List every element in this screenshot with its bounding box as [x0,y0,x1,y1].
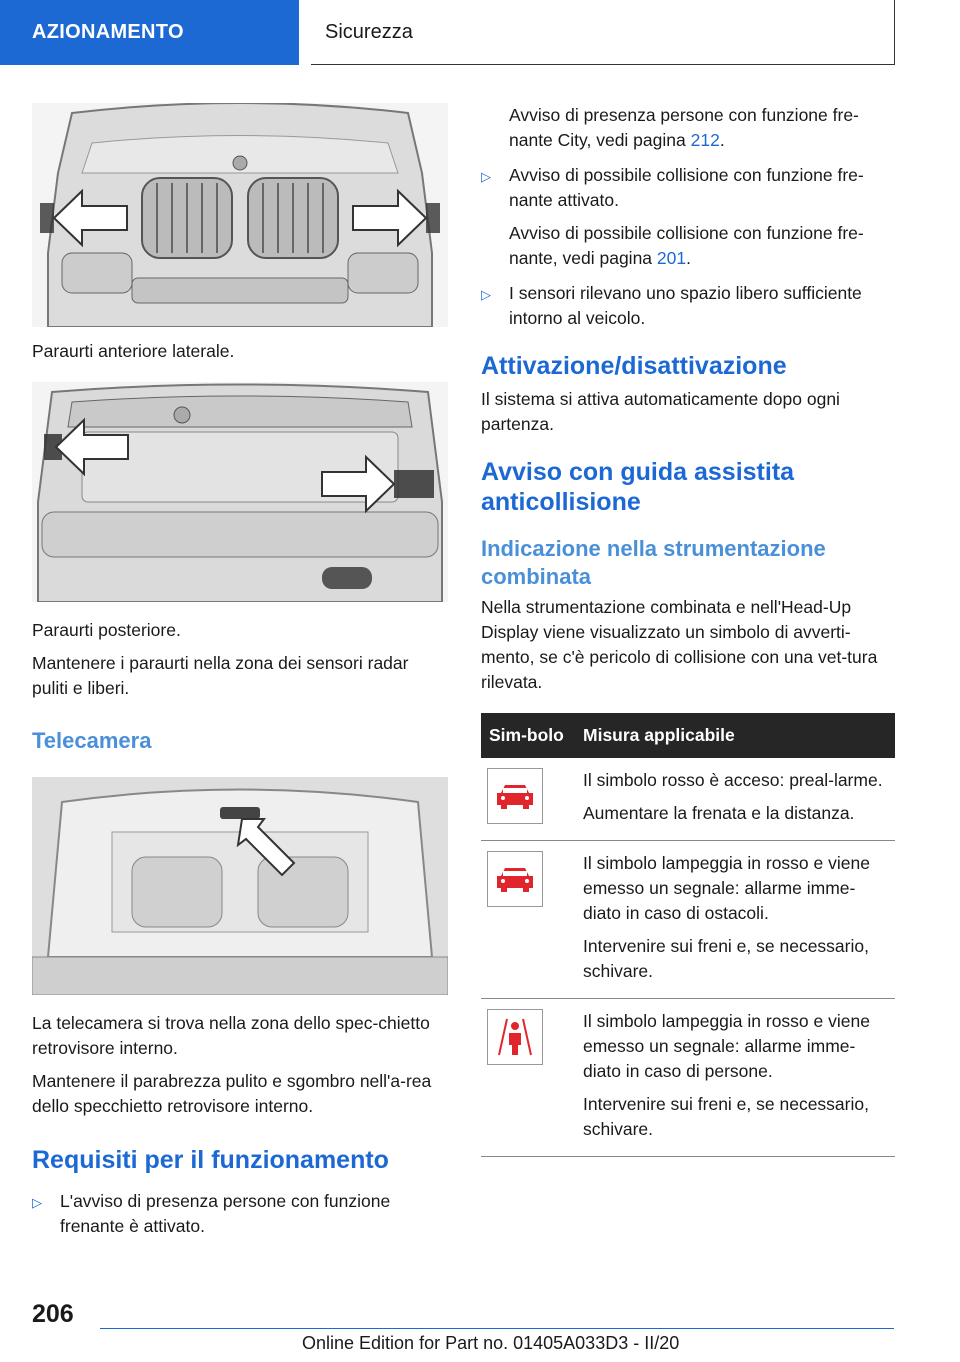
row-1-line-1: Il simbolo rosso è acceso: preal-larme. [583,770,883,790]
subsection-title: Sicurezza [325,20,413,43]
table-header-symbol: Sim-bolo [481,713,575,758]
footer-divider [100,1328,894,1329]
page-link-212[interactable]: 212 [690,130,720,150]
requirement-bullet-3: ▷ I sensori rilevano uno spazio libero sufficiente intorno al veicolo. [481,283,862,328]
warning-symbol-table [481,713,895,1157]
warning-heading: Avviso con guida assistita anticollisione [481,458,795,516]
requirement-bullet-1-continued: Avviso di presenza persone con funzione fre-nante City, vedi pagina 212. [509,105,859,150]
row-1-line-2: Aumentare la frenata e la distanza. [583,803,855,823]
row-3-line-2: Intervenire sui freni e, se necessario, schivare. [583,1094,869,1139]
table-header-measure: Misura applicabile [575,713,895,758]
section-tab [0,0,299,65]
left-column [32,103,448,1239]
row-2-line-1: Il simbolo lampeggia in rosso e viene emesso un segnale: allarme imme-diato in caso di ostacoli. [583,853,870,923]
car-warning-icon [487,768,543,824]
triangle-bullet-icon: ▷ [481,287,491,302]
camera-location-text: La telecamera si trova nella zona dello spec-chietto retrovisore interno. [32,1013,430,1058]
row-3-line-1: Il simbolo lampeggia in rosso e viene emesso un segnale: allarme imme-diato in caso di persone. [583,1011,870,1081]
table-row [481,758,895,841]
requirements-heading: Requisiti per il funzionamento [32,1146,389,1174]
display-subheading: Indicazione nella strumentazione combinata [481,536,826,589]
camera-clean-text: Mantenere il parabrezza pulito e sgombro nell'a-rea dello specchietto retrovisore interno. [32,1071,432,1116]
right-column [481,103,895,1157]
section-title: AZIONAMENTO [32,21,184,43]
display-text: Nella strumentazione combinata e nell'Head-Up Display viene visualizzato un simbolo di avverti-mento, se c'è pericolo di collisione con una vet-tura rilevata. [481,597,878,692]
table-row [481,841,895,999]
requirement-bullet-2: ▷ Avviso di possibile collisione con funzione fre-nante attivato. [481,165,864,210]
front-bumper-caption: Paraurti anteriore laterale. [32,341,235,361]
camera-illustration [32,777,448,995]
rear-bumper-caption: Paraurti posteriore. [32,620,181,640]
rear-bumper-illustration [32,382,448,602]
radar-sensor-note: Mantenere i paraurti nella zona dei sensori radar puliti e liberi. [32,653,409,698]
requirement-bullet-2-continued: Avviso di possibile collisione con funzione fre-nante, vedi pagina 201. [509,223,864,268]
requirement-bullet-1: ▷ L'avviso di presenza persone con funzione frenante è attivato. [32,1191,391,1236]
subsection-header [311,0,895,65]
page-link-201[interactable]: 201 [656,248,687,268]
table-row [481,999,895,1157]
page-number: 206 [32,1300,74,1328]
activation-text: Il sistema si attiva automaticamente dopo ogni partenza. [481,389,840,434]
camera-heading: Telecamera [32,728,152,753]
row-2-line-2: Intervenire sui freni e, se necessario, schivare. [583,936,869,981]
car-warning-icon [487,851,543,907]
activation-heading: Attivazione/disattivazione [481,352,787,380]
front-bumper-illustration [32,103,448,327]
pedestrian-warning-icon [487,1009,543,1065]
triangle-bullet-icon: ▷ [32,1195,42,1210]
edition-text: Online Edition for Part no. 01405A033D3 - II/20 [302,1333,680,1353]
triangle-bullet-icon: ▷ [481,169,491,184]
